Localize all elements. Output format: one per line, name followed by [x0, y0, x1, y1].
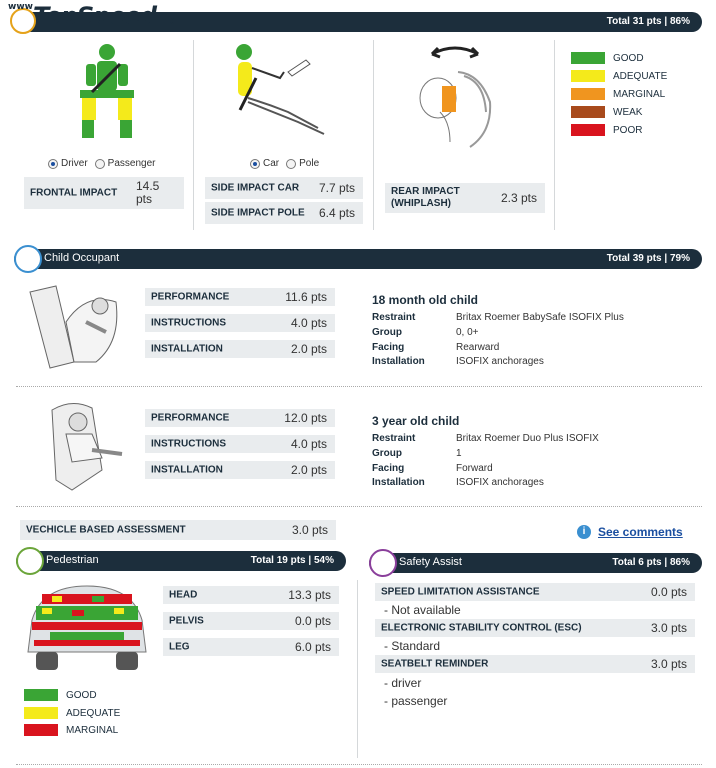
- side-impact-radio: [250, 158, 319, 169]
- pedestrian-bar: [16, 551, 346, 571]
- rear-impact-score: REAR IMPACT (WHIPLASH) 2.3 pts: [385, 183, 545, 213]
- legend-swatch: [571, 52, 605, 64]
- pedestrian-title: Pedestrian: [46, 554, 99, 566]
- pedestrian-icon: [16, 547, 44, 575]
- legend-swatch: [571, 106, 605, 118]
- pole-radio[interactable]: [286, 159, 296, 169]
- side-impact-pole-score: SIDE IMPACT POLE 6.4 pts: [205, 202, 363, 224]
- pole-radio-label: Pole: [299, 158, 320, 169]
- legend-marginal: MARGINAL: [571, 88, 665, 100]
- frontal-dummy-icon: [72, 42, 142, 142]
- divider: [16, 506, 702, 507]
- c18-installation-score: INSTALLATION 2.0 pts: [145, 340, 335, 358]
- seatbelt-driver: - driver: [384, 676, 422, 690]
- c3-installation-score: INSTALLATION 2.0 pts: [145, 461, 335, 479]
- seatbelt-passenger: - passenger: [384, 694, 448, 708]
- see-comments-link[interactable]: See comments: [598, 525, 683, 539]
- legend-swatch: [24, 724, 58, 736]
- head-score: HEAD 13.3 pts: [163, 586, 339, 604]
- speed-limitation-status: - Not available: [384, 603, 461, 617]
- info-icon: i: [577, 525, 591, 539]
- infant-seat-icon: [26, 282, 126, 372]
- c18-instructions-score: INSTRUCTIONS 4.0 pts: [145, 314, 335, 332]
- child-occupant-title: Child Occupant: [44, 252, 120, 264]
- pelvis-score: PELVIS 0.0 pts: [163, 612, 339, 630]
- legend-weak: WEAK: [571, 106, 642, 118]
- legend-swatch: [571, 88, 605, 100]
- child-occupant-bar: [14, 249, 702, 269]
- safety-assist-total: Total 6 pts | 86%: [612, 557, 690, 568]
- child-seat-icon: [42, 400, 132, 495]
- ped-legend-good: GOOD: [24, 689, 97, 701]
- pedestrian-total: Total 19 pts | 54%: [250, 555, 334, 566]
- legend-swatch: [571, 124, 605, 136]
- passenger-radio-label: Passenger: [107, 158, 156, 169]
- legend-poor: POOR: [571, 124, 642, 136]
- divider: [357, 580, 358, 758]
- adult-total: Total 31 pts | 86%: [606, 16, 690, 27]
- topspeed-logo: $^{www}$TopSpeed.sk: [8, 2, 175, 30]
- c18-performance-score: PERFORMANCE 11.6 pts: [145, 288, 335, 306]
- ped-legend-adequate: ADEQUATE: [24, 707, 120, 719]
- divider: [16, 764, 702, 765]
- c3-performance-score: PERFORMANCE 12.0 pts: [145, 409, 335, 427]
- speed-limitation-score: SPEED LIMITATION ASSISTANCE 0.0 pts: [375, 583, 695, 601]
- legend-swatch: [24, 689, 58, 701]
- frontal-impact-score: FRONTAL IMPACT 14.5 pts: [24, 177, 184, 209]
- c3-instructions-score: INSTRUCTIONS 4.0 pts: [145, 435, 335, 453]
- leg-score: LEG 6.0 pts: [163, 638, 339, 656]
- c3-title: 3 year old child: [372, 414, 460, 428]
- vehicle-based-assessment-score: VECHICLE BASED ASSESSMENT 3.0 pts: [20, 520, 336, 540]
- divider: [373, 40, 374, 230]
- ped-legend-marginal: MARGINAL: [24, 724, 118, 736]
- legend-adequate: ADEQUATE: [571, 70, 667, 82]
- safety-assist-title: Safety Assist: [399, 556, 462, 568]
- car-radio-label: Car: [263, 158, 280, 169]
- divider: [193, 40, 194, 230]
- safety-assist-icon: [369, 549, 397, 577]
- passenger-radio[interactable]: [95, 159, 105, 169]
- side-impact-car-score: SIDE IMPACT CAR 7.7 pts: [205, 177, 363, 199]
- driver-radio-label: Driver: [61, 158, 88, 169]
- rear-impact-sublabel: (WHIPLASH): [391, 198, 451, 209]
- legend-swatch: [571, 70, 605, 82]
- c18-title: 18 month old child: [372, 293, 479, 307]
- child-occupant-icon: [14, 245, 42, 273]
- divider: [554, 40, 555, 230]
- frontal-occupant-radio: [48, 158, 155, 169]
- rear-impact-label: REAR IMPACT: [391, 186, 460, 197]
- whiplash-head-icon: [410, 42, 510, 152]
- pedestrian-car-map: [22, 580, 152, 675]
- safety-assist-bar: [369, 553, 702, 573]
- legend-good: GOOD: [571, 52, 644, 64]
- seatbelt-reminder-score: SEATBELT REMINDER 3.0 pts: [375, 655, 695, 673]
- child-occupant-total: Total 39 pts | 79%: [606, 253, 690, 264]
- esc-score: ELECTRONIC STABILITY CONTROL (ESC) 3.0 pts: [375, 619, 695, 637]
- legend-swatch: [24, 707, 58, 719]
- driver-radio[interactable]: [48, 159, 58, 169]
- side-dummy-icon: [228, 42, 340, 142]
- car-radio[interactable]: [250, 159, 260, 169]
- esc-status: - Standard: [384, 639, 441, 653]
- divider: [16, 386, 702, 387]
